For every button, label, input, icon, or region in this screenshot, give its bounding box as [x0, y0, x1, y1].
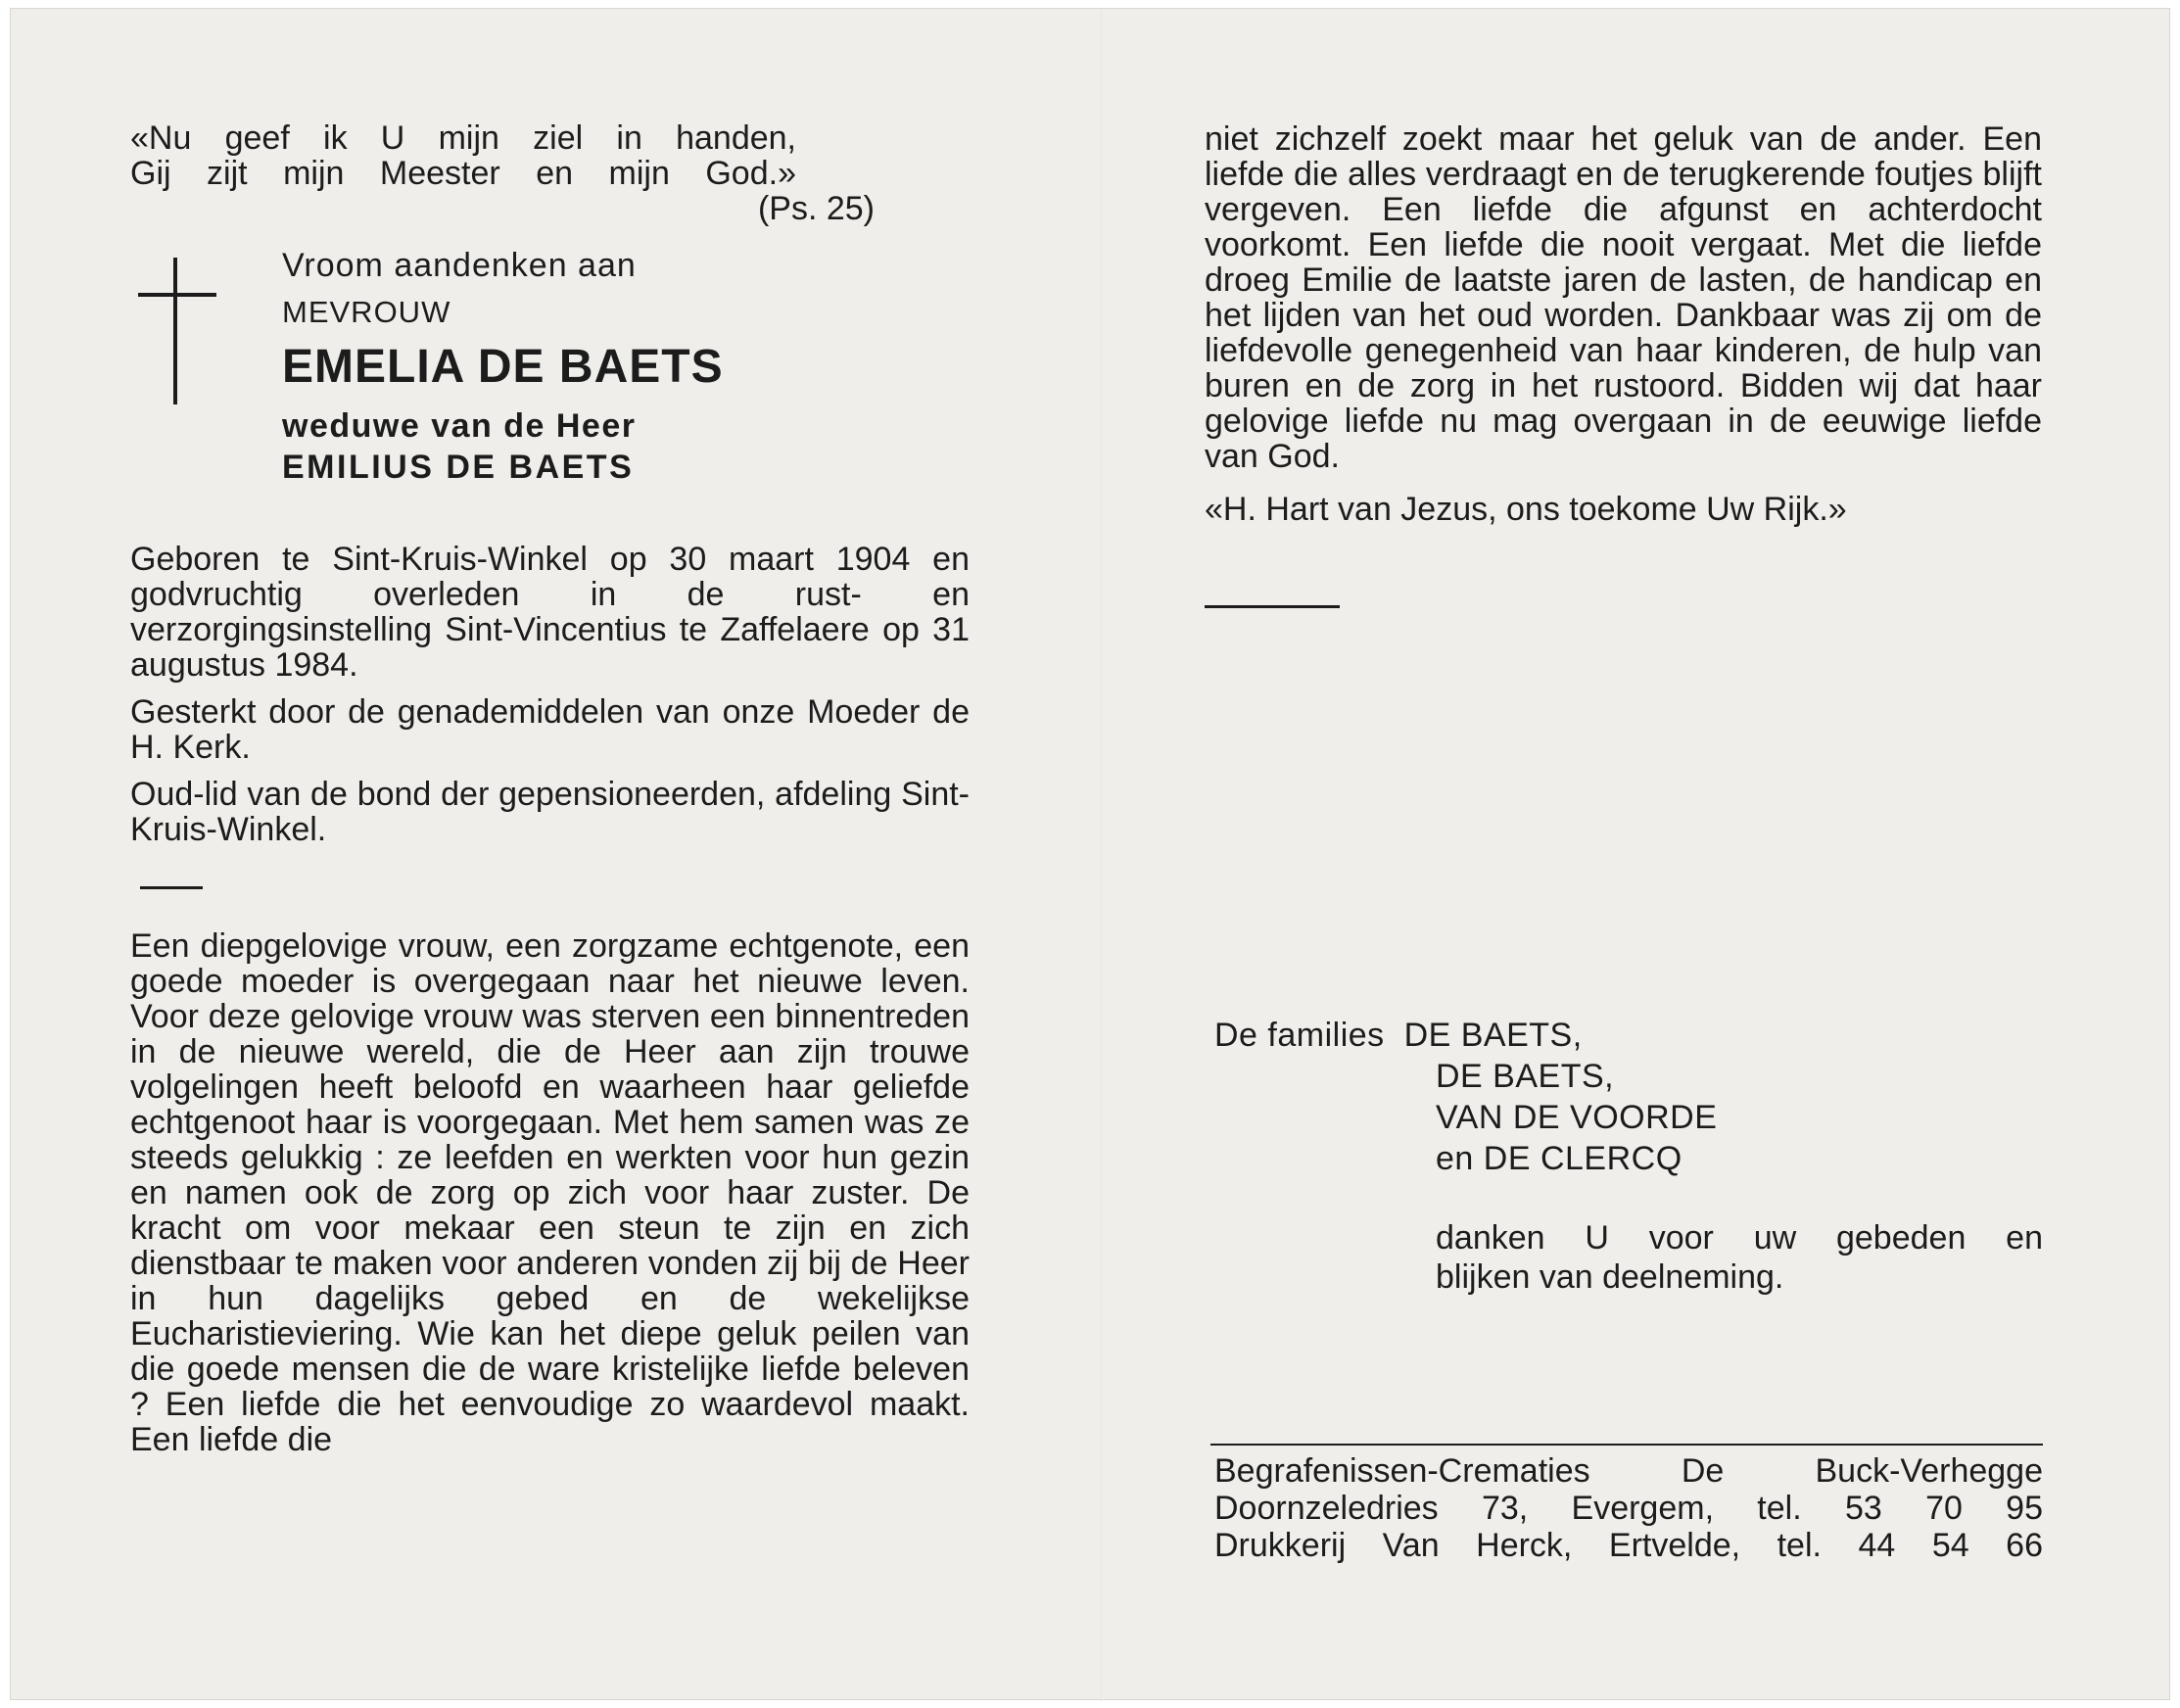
membership-paragraph: Oud-lid van de bond der gepensioneerden, afdeling Sint-Kruis-Winkel.	[130, 776, 970, 848]
widow-of-line: weduwe van de Heer	[282, 407, 637, 445]
psalm-quote	[130, 120, 875, 226]
right-panel	[1205, 121, 2042, 608]
memorial-heading	[130, 248, 970, 542]
birth-death-paragraph: Geboren te Sint-Kruis-Winkel op 30 maart 1904 en godvruchtig overleden in de rust- en verzorgingsinstelling Sint-Vincentius te Zaffelaere op 31 augustus 1984.	[130, 541, 970, 684]
families-first-row	[1214, 1015, 1717, 1056]
spouse-name: EMILIUS DE BAETS	[282, 449, 635, 486]
card-fold	[1101, 9, 1103, 1701]
families-block	[1214, 1015, 1717, 1179]
thanks-line-1: danken U voor uw gebeden en	[1436, 1219, 2043, 1257]
funeral-home-line: Begrafenissen-Crematies De Buck-Verhegge	[1214, 1452, 2043, 1490]
credits-divider	[1210, 1444, 2043, 1446]
thanks-line-2: blijken van deelneming.	[1436, 1258, 1784, 1296]
family-name: VAN DE VOORDE	[1436, 1099, 1718, 1136]
right-divider	[1205, 605, 1340, 608]
sacraments-paragraph: Gesterkt door de genademiddelen van onze Moeder de H. Kerk.	[130, 693, 970, 766]
credits-block	[1214, 1452, 2043, 1564]
family-name: DE BAETS,	[1436, 1058, 1615, 1095]
tribute-paragraph: Een diepgelovige vrouw, een zorgzame echtgenote, een goede moeder is overgegaan naar het nieuwe leven. Voor deze gelovige vrouw was sterven een binnentreden in de nieuwe wereld, die de Heer aan zijn trouwe volgelingen heeft beloofd en waarheen haar geliefde echtgenoot haar is voorgegaan. Met hem samen was ze steeds gelukkig : ze leefden en werkten voor hun gezin en namen ook de zorg op zich voor haar zuster. De kracht om voor mekaar een steun te zijn en zich dienstbaar te maken voor anderen vonden zij bij de Heer in hun dagelijks gebed en de wekelijkse Eucharistieviering. Wie kan het diepe geluk peilen van die goede mensen die de ware kristelijke liefde beleven ? Een liefde die het eenvoudige zo waardevol maakt. Een liefde die	[130, 927, 970, 1458]
families-label: De families	[1214, 1017, 1385, 1054]
printer-line: Drukkerij Van Herck, Ertvelde, tel. 44 54 66	[1214, 1527, 2043, 1564]
left-panel	[130, 120, 970, 1457]
quote-reference: (Ps. 25)	[757, 190, 875, 227]
title-prefix: MEVROUW	[282, 295, 451, 329]
family-name: DE BAETS,	[1403, 1017, 1583, 1054]
quote-line-2: Gij zijt mijn Meester en mijn God.»	[130, 155, 796, 192]
quote-line-1: «Nu geef ik U mijn ziel in handen,	[130, 119, 796, 157]
thanks-block	[1436, 1218, 2043, 1297]
deceased-name: EMELIA DE BAETS	[282, 341, 724, 393]
funeral-home-address: Doornzeledries 73, Evergem, tel. 53 70 95	[1214, 1490, 2043, 1527]
cross-icon	[138, 258, 216, 404]
family-name: en DE CLERCQ	[1436, 1140, 1682, 1177]
prayer-line: «H. Hart van Jezus, ons toekome Uw Rijk.»	[1205, 491, 1847, 528]
section-divider	[140, 886, 203, 889]
memorial-intro: Vroom aandenken aan	[282, 247, 637, 284]
tribute-continued-paragraph: niet zichzelf zoekt maar het geluk van de ander. Een liefde die alles verdraagt en de terugkerende foutjes blijft vergeven. Een liefde die afgunst en achterdocht voorkomt. Een liefde die nooit vergaat. Met die liefde droeg Emilie de laatste jaren de lasten, de handicap en het lijden van het oud worden. Dankbaar was zij om de liefdevolle genegenheid van haar kinderen, de hulp van buren en de zorg in het rustoord. Bidden wij dat haar gelovige liefde nu mag overgaan in de eeuwige liefde van God.	[1205, 120, 2042, 475]
